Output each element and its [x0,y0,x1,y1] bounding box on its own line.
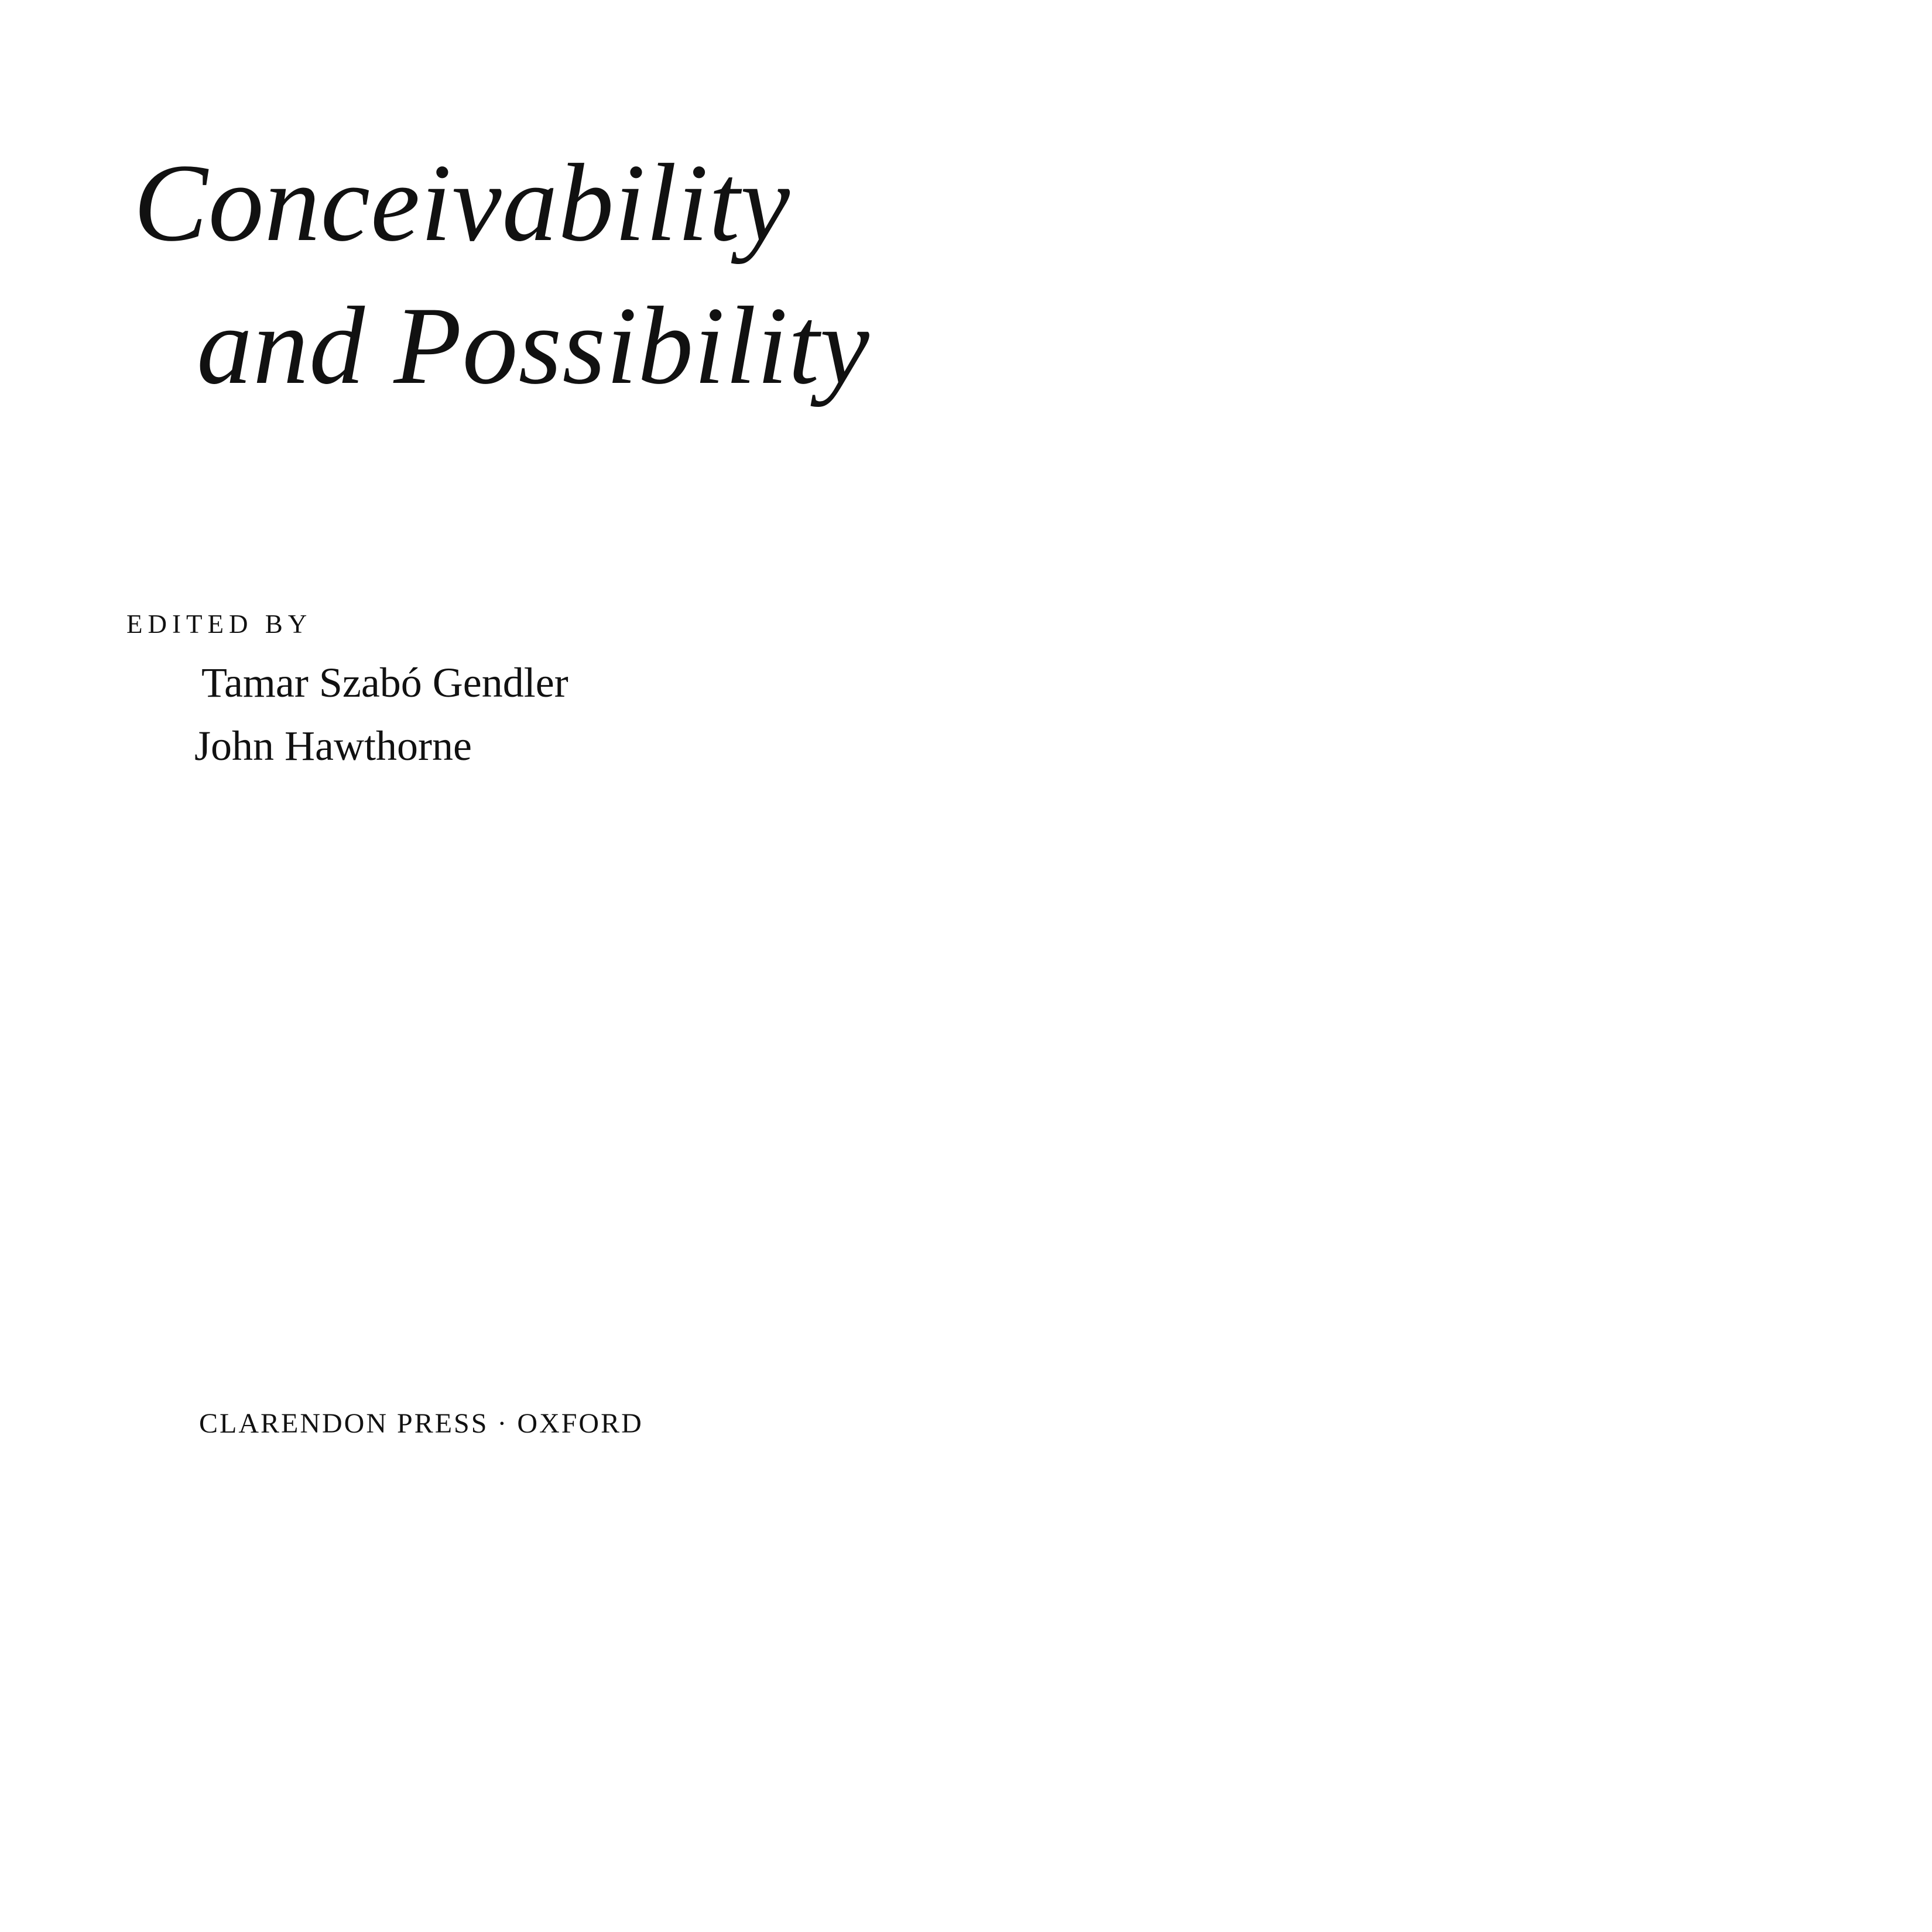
editor-name: John Hawthorne [194,722,472,769]
publisher-imprint: CLARENDON PRESS · OXFORD [199,1408,643,1439]
book-title-line-2: and Possibility [197,285,870,407]
editor-name: Tamar Szabó Gendler [201,659,568,706]
edited-by-label: EDITED BY [126,609,313,639]
book-title-line-1: Conceivability [133,142,790,265]
